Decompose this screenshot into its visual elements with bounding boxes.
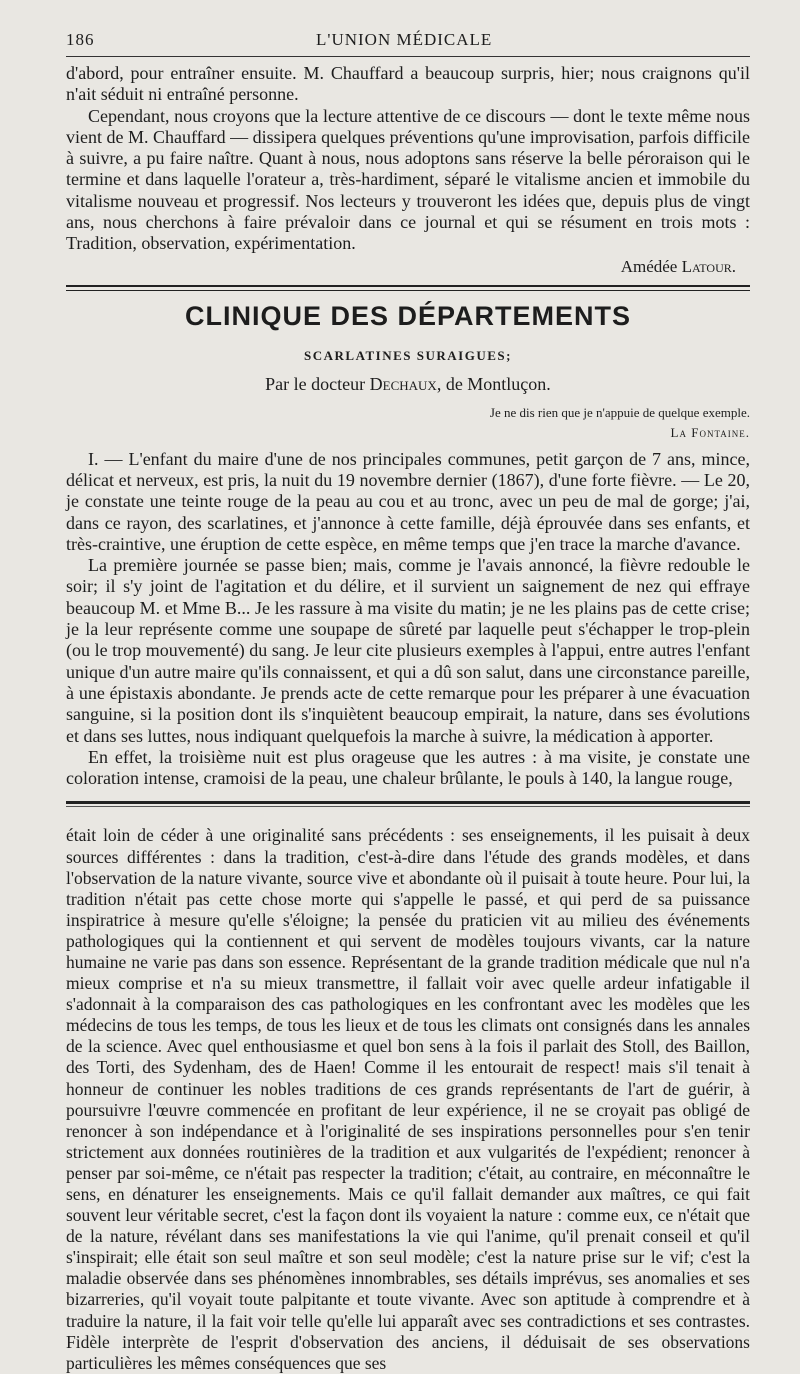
page-number: 186 [66, 30, 95, 49]
signature [66, 257, 736, 277]
signature-last-name: Latour. [681, 256, 736, 276]
journal-title: L'UNION MÉDICALE [316, 30, 493, 49]
epigraph-text: Je ne dis rien que je n'appuie de quelque exemple. [489, 404, 750, 420]
header-rule [66, 56, 750, 57]
body-paragraph: En effet, la troisième nuit est plus orageuse que les autres : à ma visite, je constate une coloration intense, cramoisi de la peau, une chaleur brûlante, le pouls à 140, la langue rouge, [66, 746, 750, 789]
byline [66, 374, 750, 395]
epigraph-author: La Fontaine. [670, 424, 750, 440]
body-paragraph: I. — L'enfant du maire d'une de nos principales communes, petit garçon de 7 ans, mince, délicat et nerveux, est pris, la nuit du 19 novembre dernier (1867), d'une forte fièvre. — Le 20, je constate une teinte rouge de la peau au cou et au tronc, avec un peu de mal de gorge; j'ai, dans ce rayon, des scarlatines, et j'annonce à cette famille, déjà éprouvée dans ses enfants, et très-craintive, une éruption de cette espèce, en même temps que j'en trace la marche d'avance. [66, 448, 750, 554]
byline-suffix: , de Montluçon. [436, 373, 551, 394]
running-header [66, 22, 750, 56]
intro-paragraph: Cependant, nous croyons que la lecture attentive de ce discours — dont le texte même nous vient de M. Chauffard — dissipera quelques préventions qu'une improvisation, parfois difficile à suivre, a pu faire naître. Quant à nous, nous adoptons sans réserve la belle péroraison qui le termine et dans laquelle l'orateur a, très-hardiment, séparé le vitalisme ancien et immobile du vitalisme nouveau et progressif. Nos lecteurs y trouveront les idées que, depuis plus de vingt ans, nous cherchons à faire prévaloir dans ce journal et qui se résument en trois mots : Tradition, observation, expérimentation. [66, 105, 750, 254]
article-title: SCARLATINES SURAIGUES; [304, 347, 512, 363]
section-rule [66, 285, 750, 291]
feuilleton-paragraph: était loin de céder à une originalité sans précédents : ses enseignements, il les puisait à deux sources différentes : dans la tradition, c'est-à-dire dans l'étude des grands modèles, et dans l'observation de la nature vivante, source vive et abondante où il puisait à toute heure. Pour lui, la tradition n'était pas cette chose morte qui s'appelle le passé, et qui perd de sa puissance inspiratrice à mesure qu'elle s'éloigne; la pensée du praticien vit au milieu des événements pathologiques qui la contiennent et qui servent de modèles toujours vivants, car la nature humaine ne varie pas dans son essence. Représentant de la grande tradition médicale que nul n'a mieux comprise et n'a su mieux transmettre, il fallait voir avec quelle ardeur infatigable il s'adonnait à la comparaison des cas pathologiques en les confrontant avec les modèles que les médecins de tous les temps, de tous les lieux et de tous les climats ont consignés dans les annales de la science. Avec quel enthousiasme et quel bon sens à la fois il parlait des Stoll, des Baillon, des Torti, des Sydenham, des de Haen! Comme il les entourait de respect! mais s'il tenait à honneur de continuer les nobles traditions de ces grands représentants de l'art de guérir, à poursuivre l'œuvre commencée en profitant de leur expérience, il ne se croyait pas obligé de renoncer à son indépendance et à l'originalité de ses inspirations personnelles pour s'en tenir strictement aux données routinières de la tradition et aux vulgarités de l'expédient; renoncer à penser par soi-même, ce n'était pas respecter la tradition; c'était, au contraire, en méconnaître le sens, en dénaturer les enseignements. Mais ce qu'il fallait demander aux maîtres, ce qui fait souvent leur véritable secret, c'est la façon dont ils voyaient la nature : comme eux, ce n'était que de la nature, révélant dans ses manifestations la vie qui l'anime, qu'il prenait conseil et qu'il s'inspirait; elle était son seul maître et son seul modèle; c'est la nature prise sur le vif; c'est la maladie observée dans ses phénomènes innombrables, ses détails imprévus, ses anomalies et ses bizarreries, qu'il voyait toute palpitante et toute vivante. Avec son aptitude à comprendre et à traduire la nature, il la fait voir telle qu'elle lui apparaît avec ses contradictions et ses contrastes. Fidèle interprète de l'esprit d'observation des anciens, il déduisait de ses observations particulières les mêmes conséquences que ses [66, 825, 750, 1373]
body-paragraph: La première journée se passe bien; mais, comme je l'avais annoncé, la fièvre redouble le soir; il s'y joint de l'agitation et du délire, et il survient un saignement de nez qui effraye beaucoup M. et Mme B... Je les rassure à ma visite du matin; je ne les plains pas de cette crise; je la leur représente comme une soupape de sûreté par laquelle peut s'échapper le trop-plein (ou le trop mouvementé) du sang. Je leur cite plusieurs exemples à l'appui, entre autres l'enfant unique d'un autre maire qu'ils connaissent, et qui a dû son salut, dans une circonstance pareille, à une épistaxis abondante. Je prends acte de cette remarque pour les préparer à une évacuation sanguine, si la position dont ils s'inquiètent beaucoup empirait, la nature, dans ses évolutions et dans ses luttes, nous indiquant quelquefois la marche à suivre, la médication à apporter. [66, 555, 750, 746]
section-title: CLINIQUE DES DÉPARTEMENTS [184, 300, 632, 331]
feuilleton-rule [66, 801, 750, 807]
author-name: Dechaux [369, 373, 437, 394]
signature-first-name: Amédée [620, 256, 678, 276]
byline-prefix: Par le docteur [265, 373, 366, 394]
intro-paragraph: d'abord, pour entraîner ensuite. M. Chauffard a beaucoup surpris, hier; nous craignons qu'il n'ait séduit ni entraîné personne. [66, 63, 750, 105]
feuilleton-column [66, 825, 750, 1373]
epigraph [66, 403, 750, 443]
